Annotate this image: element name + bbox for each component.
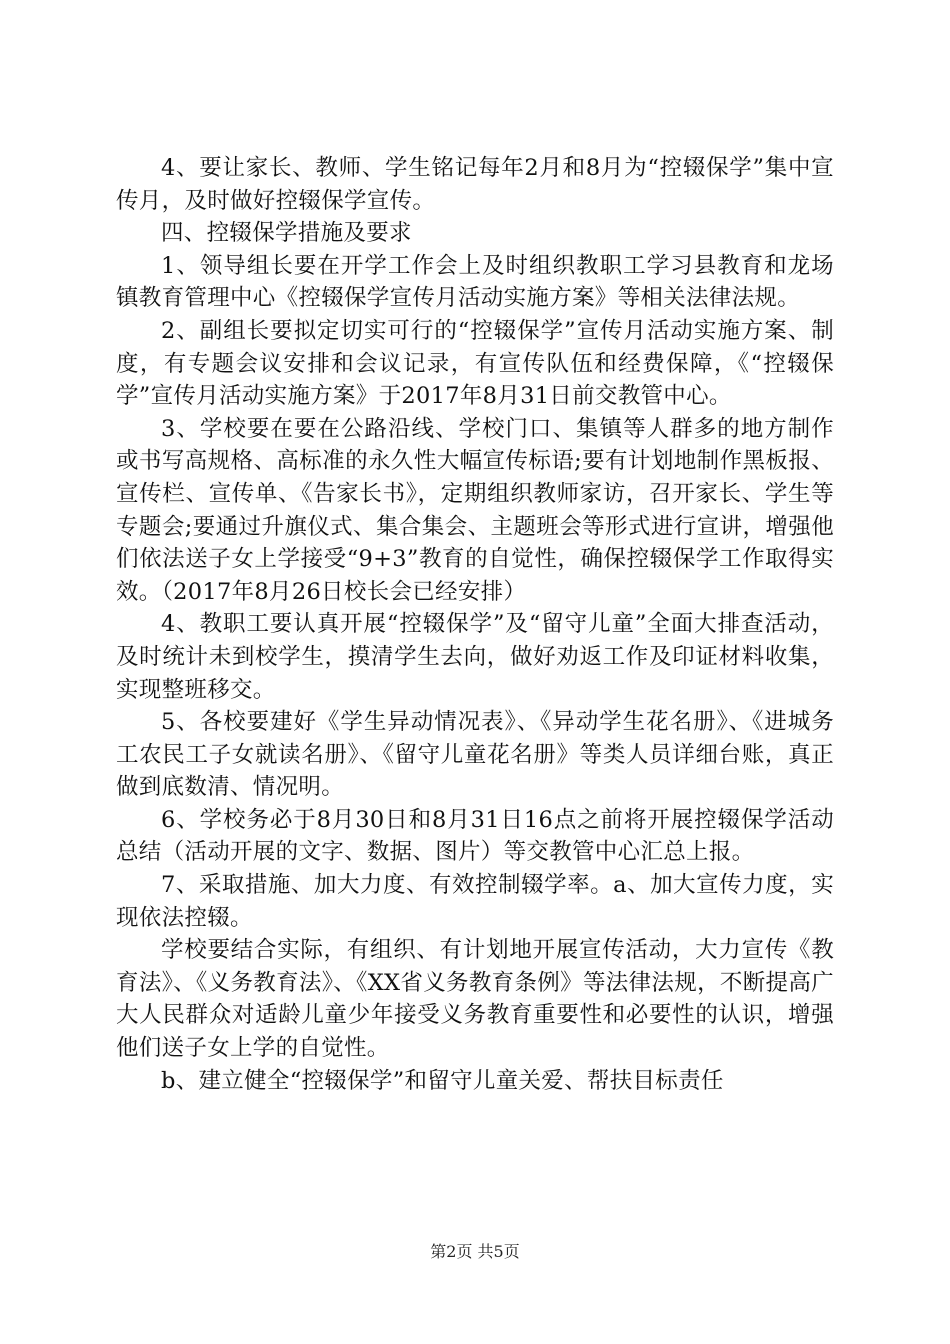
paragraph: 4、要让家长、教师、学生铭记每年2月和8月为“控辍保学”集中宣传月，及时做好控辍保学宣传。: [116, 155, 834, 214]
paragraph: 1、领导组长要在开学工作会上及时组织教职工学习县教育和龙场镇教育管理中心《控辍保学宣传月活动实施方案》等相关法律法规。: [116, 252, 834, 312]
paragraph: 6、学校务必于8月30日和8月31日16点之前将开展控辍保学活动总结（活动开展的文字、数据、图片）等交教管中心汇总上报。: [116, 806, 834, 866]
paragraph: 4、教职工要认真开展“控辍保学”及“留守儿童”全面大排查活动，及时统计未到校学生，摸清学生去向，做好劝返工作及印证材料收集，实现整班移交。: [116, 611, 834, 703]
paragraph: b、建立健全“控辍保学”和留守儿童关爱、帮扶目标责任: [161, 1067, 724, 1094]
document-body: [116, 152, 834, 1097]
paragraph: 7、采取措施、加大力度、有效控制辍学率。a、加大宣传力度，实现依法控辍。: [116, 872, 834, 931]
paragraph: 学校要结合实际，有组织、有计划地开展宣传活动，大力宣传《教育法》、《义务教育法》、《XX省义务教育条例》等法律法规，不断提高广大人民群众对适龄儿童少年接受义务教育重要性和必要性的认识，增强他们送子女上学的自觉性。: [116, 937, 834, 1062]
paragraph: 5、各校要建好《学生异动情况表》、《异动学生花名册》、《进城务工农民工子女就读名册》、《留守儿童花名册》等类人员详细台账，真正做到底数清、情况明。: [116, 709, 834, 801]
section-heading: 四、控辍保学措施及要求: [161, 220, 412, 247]
paragraph: 3、学校要在要在公路沿线、学校门口、集镇等人群多的地方制作或书写高规格、高标准的永久性大幅宣传标语;要有计划地制作黑板报、宣传栏、宣传单、《告家长书》，定期组织教师家访，召开家长、学生等专题会;要通过升旗仪式、集合集会、主题班会等形式进行宣讲，增强他们依法送子女上学接受“9+3”教育的自觉性，确保控辍保学工作取得实效。（2017年8月26日校长会已经安排）: [116, 415, 834, 605]
paragraph: 2、副组长要拟定切实可行的“控辍保学”宣传月活动实施方案、制度，有专题会议安排和会议记录，有宣传队伍和经费保障，《“控辍保学”宣传月活动实施方案》于2017年8月31日前交教管中心。: [116, 317, 834, 410]
page-number-footer: 第2页 共5页: [430, 1242, 520, 1261]
